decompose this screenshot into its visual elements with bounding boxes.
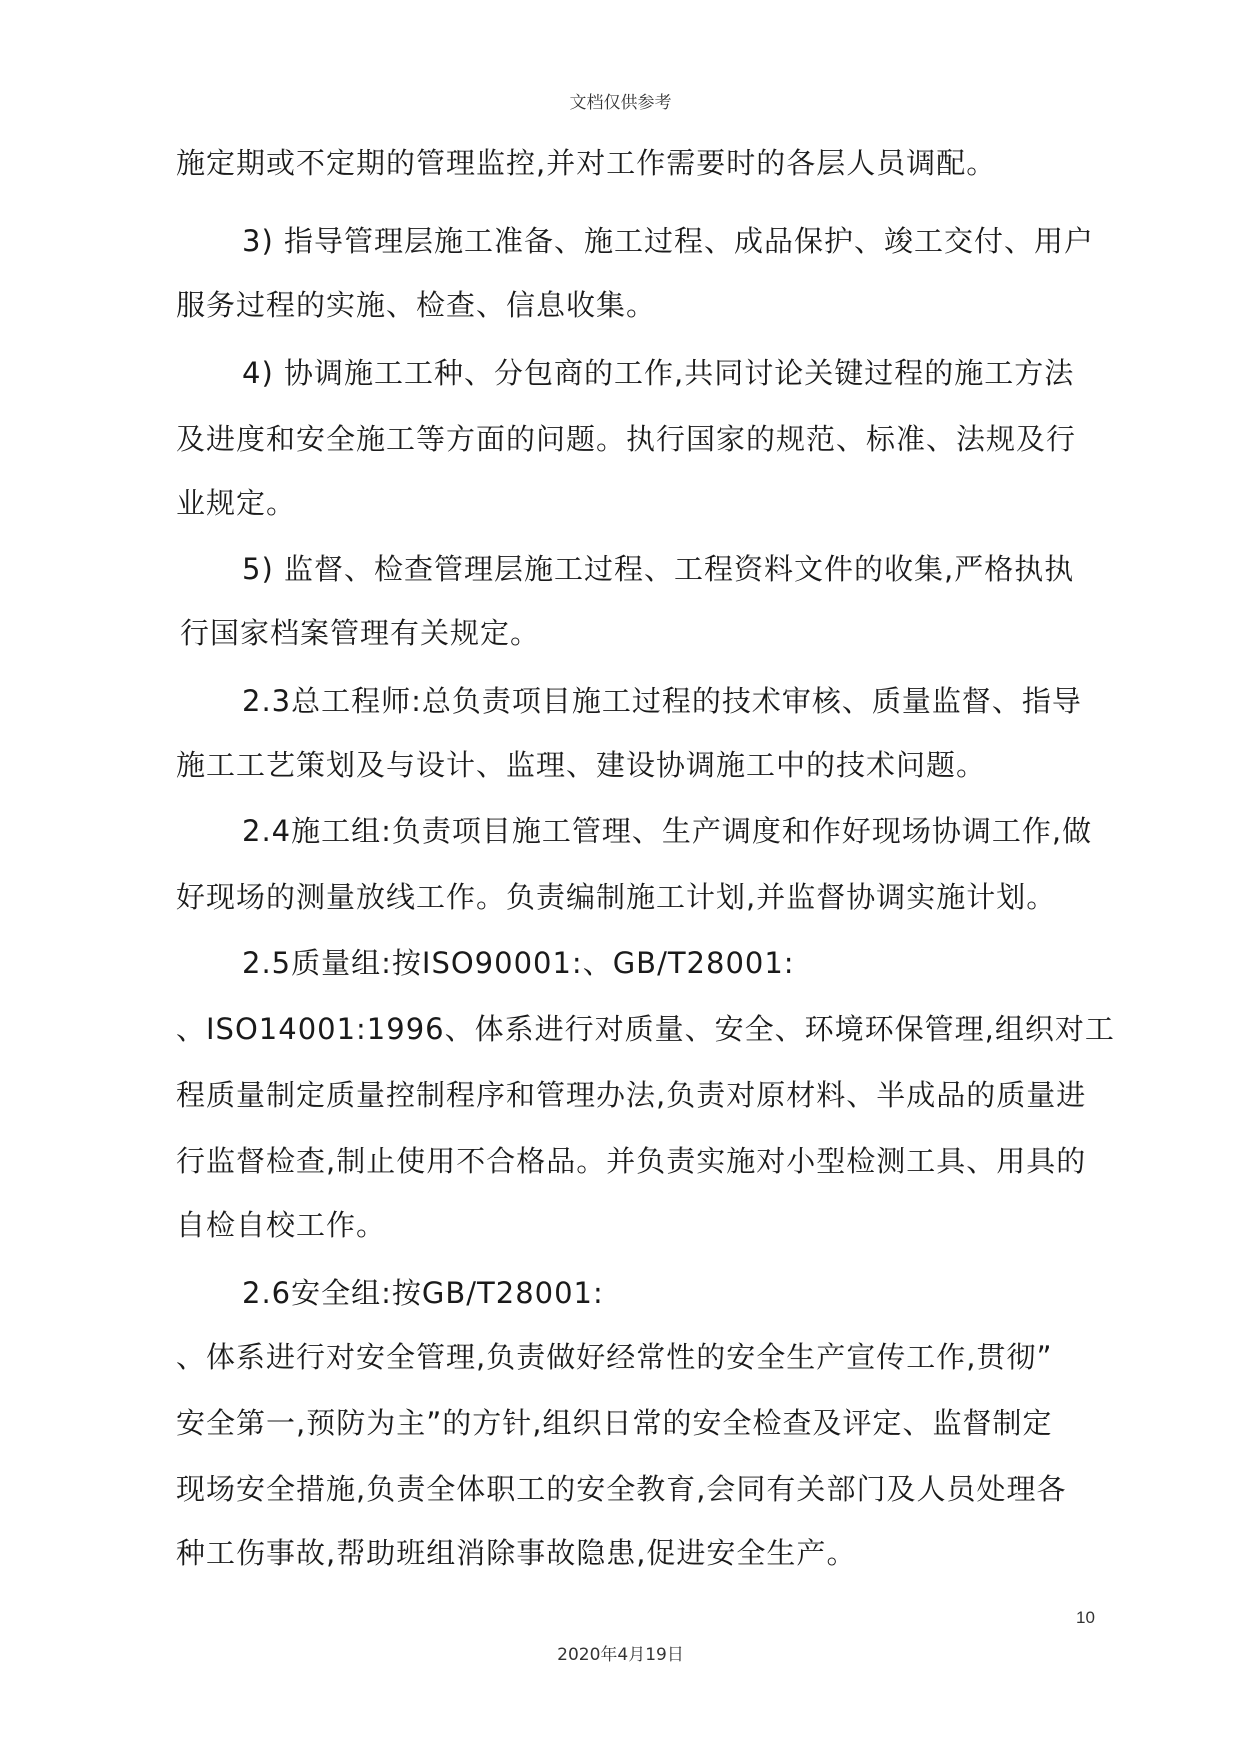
text-line: 2.6安全组:按GB/T28001: [242,1276,604,1310]
text-line: 施定期或不定期的管理监控,并对工作需要时的各层人员调配。 [176,146,997,180]
text-line: 安全第一,预防为主”的方针,组织日常的安全检查及评定、监督制定 [176,1406,1053,1440]
text-line: 服务过程的实施、检查、信息收集。 [176,288,657,322]
text-line: 自检自校工作。 [176,1208,387,1242]
text-line: 3) 指导管理层施工准备、施工过程、成品保护、竣工交付、用户 [242,224,1094,258]
text-line: 5) 监督、检查管理层施工过程、工程资料文件的收集,严格执执 [242,552,1075,586]
text-line: 4) 协调施工工种、分包商的工作,共同讨论关键过程的施工方法 [242,356,1075,390]
text-line: 2.5质量组:按ISO90001:、GB/T28001: [242,946,795,980]
text-line: 行国家档案管理有关规定。 [180,616,541,650]
text-line: 程质量制定质量控制程序和管理办法,负责对原材料、半成品的质量进 [176,1078,1087,1112]
text-line: 种工伤事故,帮助班组消除事故隐患,促进安全生产。 [176,1536,857,1570]
text-line: 业规定。 [176,486,297,520]
text-line: 2.4施工组:负责项目施工管理、生产调度和作好现场协调工作,做 [242,814,1093,848]
text-line: 、ISO14001:1996、体系进行对质量、安全、环境环保管理,组织对工 [176,1012,1115,1046]
text-line: 、体系进行对安全管理,负责做好经常性的安全生产宣传工作,贯彻” [176,1340,1053,1374]
text-line: 现场安全措施,负责全体职工的安全教育,会同有关部门及人员处理各 [176,1472,1067,1506]
text-line: 2.3总工程师:总负责项目施工过程的技术审核、质量监督、指导 [242,684,1082,718]
text-line: 行监督检查,制止使用不合格品。并负责实施对小型检测工具、用具的 [176,1144,1087,1178]
page-number: 10 [1076,1608,1095,1627]
page-header: 文档仅供参考 [569,93,672,113]
text-line: 施工工艺策划及与设计、监理、建设协调施工中的技术问题。 [176,748,987,782]
text-line: 及进度和安全施工等方面的问题。执行国家的规范、标准、法规及行 [176,422,1077,456]
page-footer-date: 2020年4月19日 [557,1645,684,1665]
text-line: 好现场的测量放线工作。负责编制施工计划,并监督协调实施计划。 [176,880,1057,914]
